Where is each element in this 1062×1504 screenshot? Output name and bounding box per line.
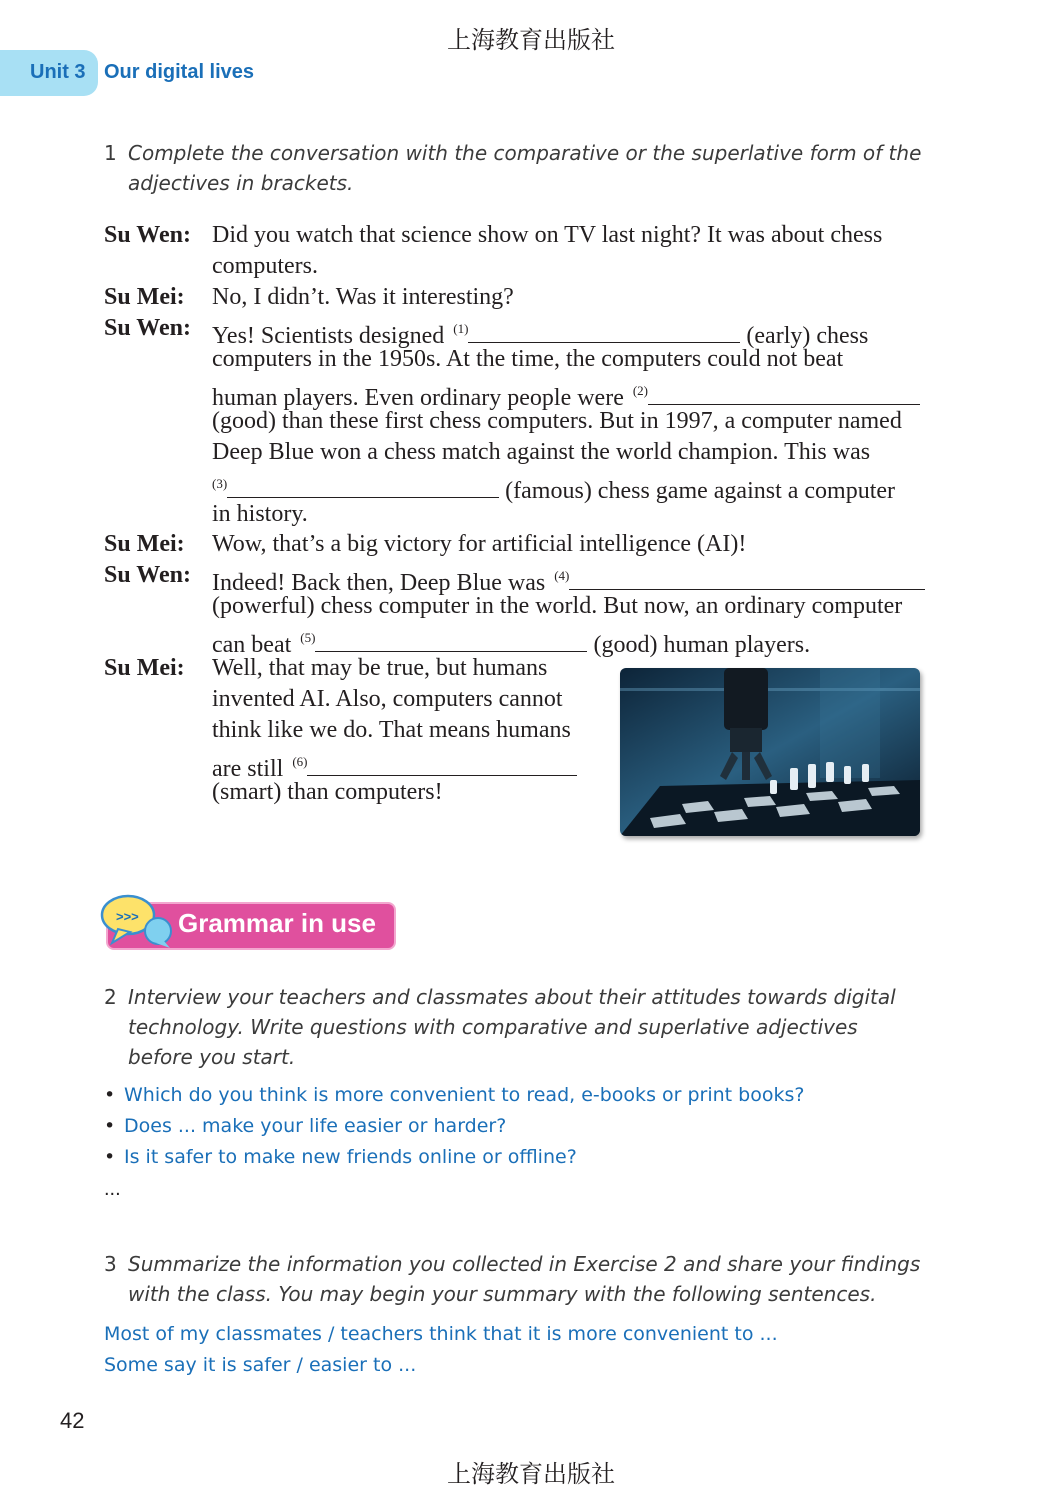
blank-number: (3) bbox=[212, 476, 228, 491]
speaker-name: Su Wen: bbox=[104, 562, 191, 588]
dialogue-text: (early) chess bbox=[740, 323, 869, 349]
dialogue-line bbox=[212, 653, 547, 684]
dialogue-text: (good) than these first chess computers. But in 1997, a computer named bbox=[212, 408, 902, 434]
exercise-number: 1 bbox=[104, 141, 117, 165]
dialogue-text: Yes! Scientists designed bbox=[212, 323, 451, 349]
exercise-3-instruction bbox=[104, 1249, 924, 1309]
answer-blank[interactable] bbox=[648, 384, 920, 405]
ellipsis: ... bbox=[104, 1178, 121, 1200]
dialogue-text: are still bbox=[212, 756, 290, 782]
dialogue-line bbox=[212, 529, 746, 560]
instruction-text: Complete the conversation with the comparative or the superlative form of the adjectives in brackets. bbox=[128, 141, 922, 195]
speaker-name: Su Mei: bbox=[104, 655, 185, 681]
dialogue-text: Indeed! Back then, Deep Blue was bbox=[212, 570, 552, 596]
dialogue-text: No, I didn’t. Was it interesting? bbox=[212, 284, 514, 310]
chess-robot-photo bbox=[620, 668, 920, 836]
exercise-1-instruction bbox=[104, 138, 924, 198]
dialogue-text: think like we do. That means humans bbox=[212, 717, 571, 743]
instruction-text: Interview your teachers and classmates about their attitudes towards digital technology. Write questions with comparative and superlative adjectives before you start. bbox=[128, 985, 896, 1069]
blank-number: (2) bbox=[632, 383, 649, 398]
dialogue-line bbox=[212, 591, 902, 622]
dialogue-line bbox=[212, 282, 514, 313]
dialogue-line bbox=[212, 468, 895, 507]
dialogue-text: computers in the 1950s. At the time, the computers could not beat bbox=[212, 346, 844, 372]
answer-blank[interactable] bbox=[227, 477, 499, 498]
dialogue-text: invented AI. Also, computers cannot bbox=[212, 686, 563, 712]
dialogue-text: in history. bbox=[212, 501, 308, 527]
dialogue-line bbox=[212, 251, 318, 282]
exercise-number: 3 bbox=[104, 1252, 117, 1276]
instruction-text: Summarize the information you collected in Exercise 2 and share your findings with the class. You may begin your summary with the following sentences. bbox=[128, 1252, 921, 1306]
dialogue-text: Well, that may be true, but humans bbox=[212, 655, 548, 681]
dialogue-line bbox=[212, 220, 882, 251]
dialogue-text: (good) human players. bbox=[587, 632, 811, 658]
dialogue-text: (smart) than computers! bbox=[212, 779, 443, 805]
dialogue-line bbox=[212, 344, 843, 375]
speaker-name: Su Mei: bbox=[104, 531, 185, 557]
dialogue-text: Deep Blue won a chess match against the world champion. This was bbox=[212, 439, 871, 465]
publisher-header: 上海教育出版社 bbox=[447, 26, 615, 54]
answer-blank[interactable] bbox=[468, 322, 740, 343]
dialogue-line bbox=[212, 777, 443, 808]
blank-number: (1) bbox=[453, 321, 469, 336]
speaker-name: Su Wen: bbox=[104, 315, 191, 341]
dialogue-line bbox=[212, 715, 571, 746]
dialogue-line bbox=[212, 499, 308, 530]
dialogue-text: human players. Even ordinary people were bbox=[212, 385, 630, 411]
blank-number: (5) bbox=[300, 630, 316, 645]
example-sentence: Most of my classmates / teachers think that it is more convenient to ... bbox=[104, 1323, 778, 1345]
exercise-2-instruction bbox=[104, 982, 924, 1072]
bubble-text: >>> bbox=[116, 909, 139, 924]
dialogue-line bbox=[212, 684, 563, 715]
dialogue-text: (famous) chess game against a computer bbox=[499, 478, 896, 504]
dialogue-text: can beat bbox=[212, 632, 298, 658]
answer-blank[interactable] bbox=[315, 631, 587, 652]
answer-blank[interactable] bbox=[307, 755, 577, 776]
page-number: 42 bbox=[60, 1408, 85, 1433]
unit-number: Unit 3 bbox=[30, 61, 86, 83]
exercise-number: 2 bbox=[104, 985, 117, 1009]
unit-title: Our digital lives bbox=[104, 61, 255, 83]
speech-bubble-icon bbox=[100, 893, 178, 949]
blank-number: (4) bbox=[554, 568, 570, 583]
grammar-in-use-label: Grammar in use bbox=[178, 908, 376, 938]
dialogue-text: Did you watch that science show on TV last night? It was about chess bbox=[212, 222, 883, 248]
dialogue-line bbox=[212, 406, 902, 437]
dialogue-line bbox=[212, 437, 870, 468]
blank-number: (6) bbox=[292, 754, 308, 769]
example-sentence: Some say it is safer / easier to ... bbox=[104, 1354, 417, 1376]
answer-blank[interactable] bbox=[569, 569, 925, 590]
speaker-name: Su Mei: bbox=[104, 284, 185, 310]
speaker-name: Su Wen: bbox=[104, 222, 191, 248]
publisher-footer: 上海教育出版社 bbox=[447, 1460, 615, 1488]
dialogue-text: Wow, that’s a big victory for artificial intelligence (AI)! bbox=[212, 531, 747, 557]
dialogue-text: (powerful) chess computer in the world. But now, an ordinary computer bbox=[212, 593, 903, 619]
dialogue-text: computers. bbox=[212, 253, 318, 279]
